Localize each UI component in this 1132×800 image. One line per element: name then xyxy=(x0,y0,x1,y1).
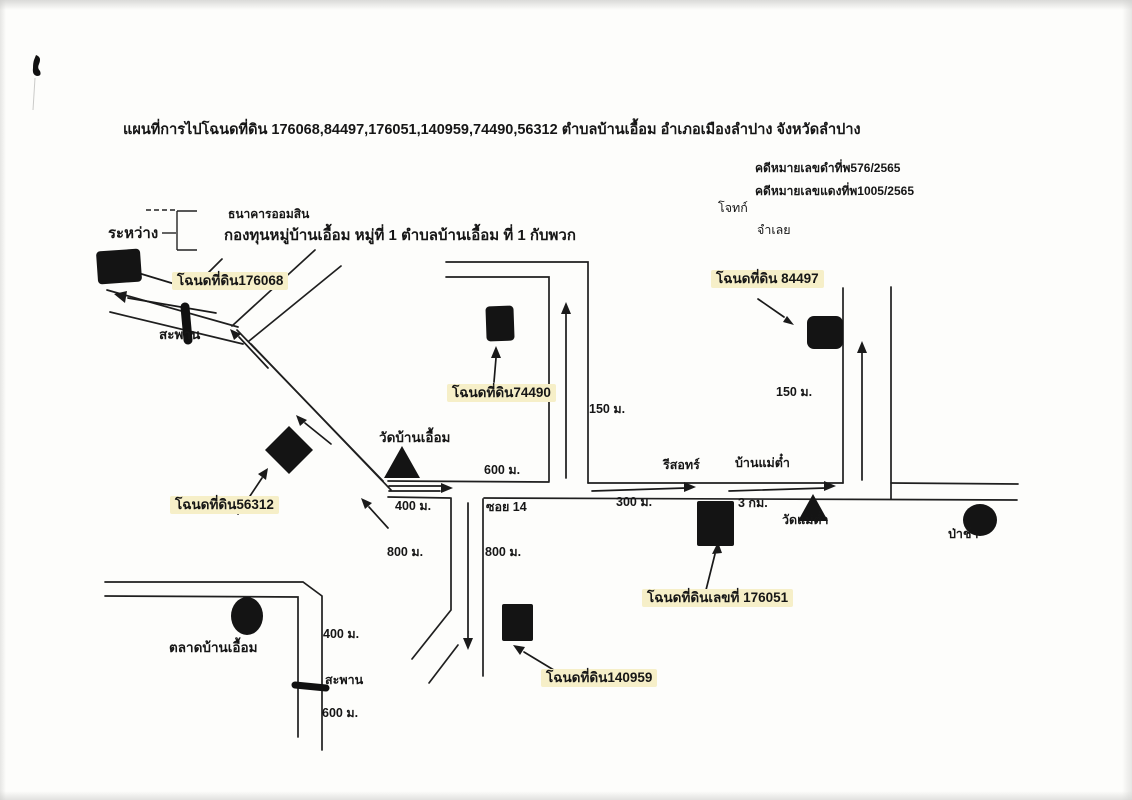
deed-label-176051: โฉนดที่ดินเลขที่ 176051 xyxy=(642,589,793,607)
plaintiff-label: โจทก์ xyxy=(718,201,748,215)
distance-800m-right: 800 ม. xyxy=(485,545,522,559)
distance-800m-left: 800 ม. xyxy=(387,545,424,559)
village-mae-tam-label: บ้านแม่ต๋ำ xyxy=(735,456,790,470)
distance-600m: 600 ม. xyxy=(484,463,521,477)
pointer-arrows xyxy=(123,267,794,681)
parcel-176051 xyxy=(697,501,734,546)
deed-label-56312: โฉนดที่ดิน56312 xyxy=(170,496,279,514)
cemetery-label: ป่าช้า xyxy=(948,527,979,541)
defendant-label: จำเลย xyxy=(757,223,791,237)
deed-label-176068: โฉนดที่ดิน176068 xyxy=(172,272,288,290)
deed-label-74490: โฉนดที่ดิน74490 xyxy=(447,384,556,402)
defendant-name: กองทุนหมู่บ้านเอื้อม หมู่ที่ 1 ตำบลบ้านเอื้อม ที่ 1 กับพวก xyxy=(224,227,576,244)
deed-label-84497: โฉนดที่ดิน 84497 xyxy=(711,270,824,288)
temple-mae-tam-label: วัดแม่ต๋ำ xyxy=(782,513,829,527)
soi14-label: ซอย 14 xyxy=(486,500,527,514)
distance-300m: 300 ม. xyxy=(616,495,653,509)
temple-ban-ueam-triangle xyxy=(384,446,420,478)
distance-150m-mid: 150 ม. xyxy=(589,402,626,416)
between-label: ระหว่าง xyxy=(108,225,159,242)
distance-400m: 400 ม. xyxy=(395,499,432,513)
page-title: แผนที่การไปโฉนดที่ดิน 176068,84497,176051,140959,74490,56312 ตำบลบ้านเอื้อม อำเภอเมืองลำปาง จังหวัดลำปาง xyxy=(123,122,861,138)
scan-artifact xyxy=(33,55,41,76)
deed-label-140959: โฉนดที่ดิน140959 xyxy=(541,669,657,687)
bridge-label-bottom: สะพาน xyxy=(325,673,364,687)
parcel-84497 xyxy=(807,316,843,349)
distance-400m-bottom: 400 ม. xyxy=(323,627,360,641)
case-number-black: คดีหมายเลขดำที่พ576/2565 xyxy=(755,161,901,175)
parcel-140959 xyxy=(502,604,533,641)
parcel-56312 xyxy=(265,426,313,474)
bridge-bar-bottom xyxy=(295,685,326,688)
bridge-label-top: สะพาน xyxy=(159,327,201,342)
market-dot xyxy=(231,597,263,635)
temple-ban-ueam-label: วัดบ้านเอื้อม xyxy=(379,430,451,445)
parcel-74490 xyxy=(485,306,514,342)
distance-600m-bottom: 600 ม. xyxy=(322,706,359,720)
case-number-red: คดีหมายเลขแดงที่พ1005/2565 xyxy=(755,184,914,198)
parcel-176068 xyxy=(96,249,142,285)
plaintiff-name: ธนาคารออมสิน xyxy=(228,207,310,221)
distance-150m-right: 150 ม. xyxy=(776,385,813,399)
market-label: ตลาดบ้านเอื้อม xyxy=(169,640,258,655)
resort-label: รีสอทร์ xyxy=(663,458,700,472)
distance-3km: 3 กม. xyxy=(738,496,768,510)
